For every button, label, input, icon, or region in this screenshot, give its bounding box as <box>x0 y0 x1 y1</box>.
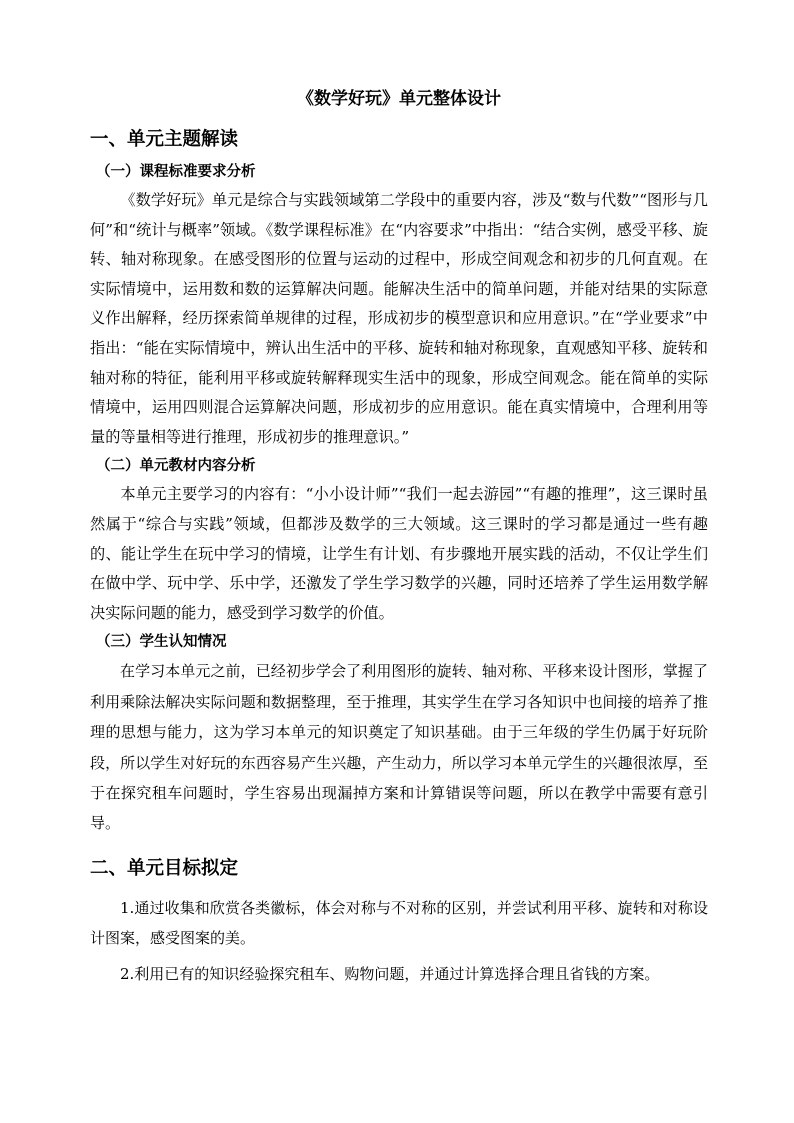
paragraph-curriculum-standard: 《数学好玩》单元是综合与实践领域第二学段中的重要内容，涉及“数与代数”“图形与几何”和“统计与概率”领域。《数学课程标准》在“内容要求”中指出：“结合实例，感受平移、旋转、轴对称现象。在感受图形的位置与运动的过程中，形成空间观念和初步的几何直观。在实际情境中，运用数和数的运算解决问题。能解决生活中的简单问题，并能对结果的实际意义作出解释，经历探索简单规律的过程，形成初步的模型意识和应用意识。”在“学业要求”中指出：“能在实际情境中，辨认出生活中的平移、旋转和轴对称现象，直观感知平移、旋转和轴对称的特征，能利用平移或旋转解释现实生活中的现象，形成空间观念。能在简单的实际情境中，运用四则混合运算解决问题，形成初步的应用意识。能在真实情境中，合理利用等量的等量相等进行推理，形成初步的推理意识。” <box>90 191 708 446</box>
subsection-heading-student-cognition: （三）学生认知情况 <box>96 633 227 651</box>
goal-item-2: 2.利用已有的知识经验探究租车、购物问题，并通过计算选择合理且省钱的方案。 <box>120 964 660 983</box>
section-heading-unit-goals: 二、单元目标拟定 <box>90 857 239 879</box>
subsection-heading-curriculum-standard: （一）课程标准要求分析 <box>96 163 256 180</box>
document-title: 《数学好玩》单元整体设计 <box>297 89 501 109</box>
document-page <box>90 86 708 995</box>
subsection-heading-textbook-content: （二）单元教材内容分析 <box>96 457 256 475</box>
goal-item-1: 1.通过收集和欣赏各类徽标，体会对称与不对称的区别，并尝试利用平移、旋转和对称设计图案，感受图案的美。 <box>90 898 708 947</box>
paragraph-textbook-content: 本单元主要学习的内容有：“小小设计师”“我们一起去游园”“有趣的推理”，这三课时虽然属于“综合与实践”领域，但都涉及数学的三大领域。这三课时的学习都是通过一些有趣的、能让学生在玩中学习的情境，让学生有计划、有步骤地开展实践的活动，不仅让学生们在做中学、玩中学、乐中学，还激发了学生学习数学的兴趣，同时还培养了学生运用数学解决实际问题的能力，感受到学习数学的价值。 <box>90 485 708 622</box>
paragraph-student-cognition: 在学习本单元之前，已经初步学会了利用图形的旋转、轴对称、平移来设计图形，掌握了利用乘除法解决实际问题和数据整理，至于推理，其实学生在学习各知识中也间接的培养了推理的思想与能力，这为学习本单元的知识奠定了知识基础。由于三年级的学生仍属于好玩阶段，所以学生对好玩的东西容易产生兴趣，产生动力，所以学习本单元学生的兴趣很浓厚，至于在探究租车问题时，学生容易出现漏掉方案和计算错误等问题，所以在教学中需要有意引导。 <box>90 662 708 833</box>
section-heading-unit-theme: 一、单元主题解读 <box>90 129 239 150</box>
